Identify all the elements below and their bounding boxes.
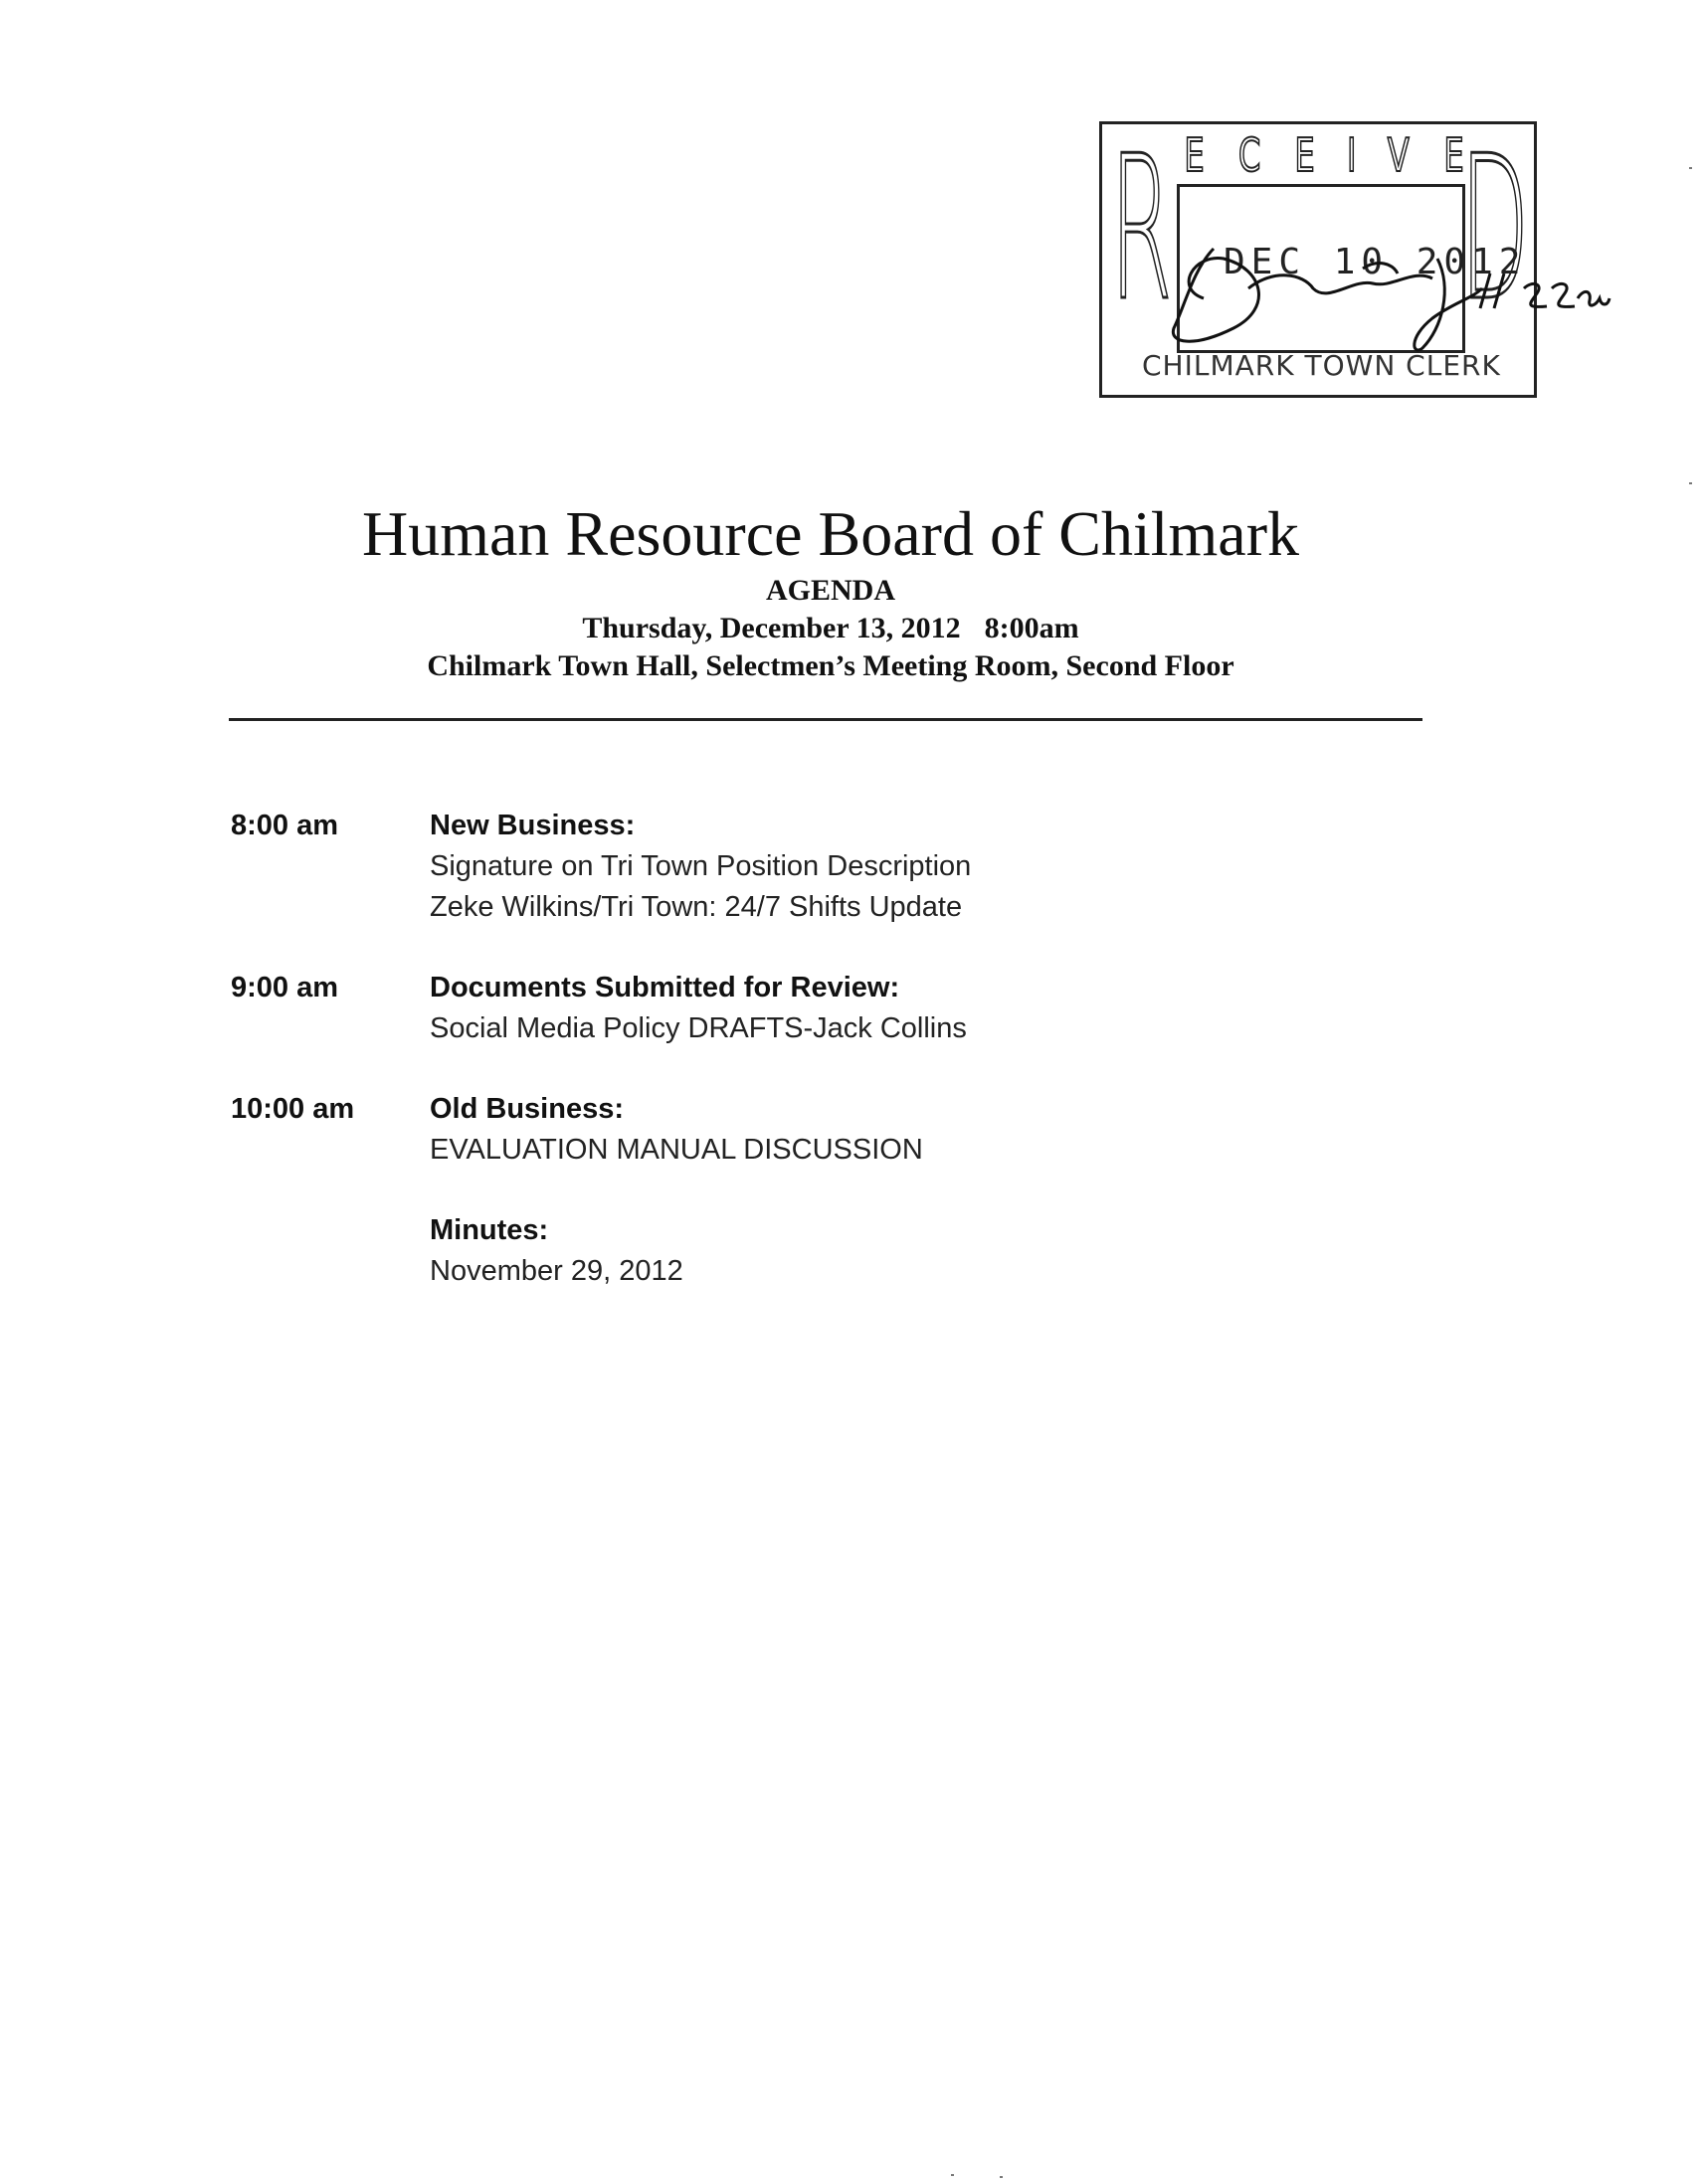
page-title: Human Resource Board of Chilmark — [362, 498, 1299, 569]
agenda-item-line: EVALUATION MANUAL DISCUSSION — [430, 1134, 923, 1166]
agenda-item-line: November 29, 2012 — [430, 1255, 683, 1287]
agenda-item-time: 10:00 am — [231, 1093, 355, 1125]
stamp-letter: E — [1443, 128, 1464, 182]
agenda-item-body — [430, 968, 1424, 1049]
stamp-date: DEC 10 2012 — [1224, 242, 1527, 282]
agenda-item-heading: Documents Submitted for Review: — [430, 972, 900, 1003]
agenda-item-time: 9:00 am — [231, 972, 339, 1003]
scan-speck — [1689, 482, 1692, 484]
stamp-letter-d: D — [1460, 113, 1530, 345]
header-divider — [229, 718, 1422, 721]
meeting-location: Chilmark Town Hall, Selectmen’s Meeting Room, Second Floor — [427, 649, 1234, 682]
agenda-item-heading: Old Business: — [430, 1093, 624, 1125]
handwritten-signature — [1154, 229, 1611, 358]
agenda-item-body — [430, 1210, 1424, 1292]
agenda-label: AGENDA — [765, 574, 895, 607]
stamp-letter-r: R — [1110, 113, 1173, 345]
stamp-middle-letters — [1180, 128, 1468, 182]
agenda-item-body — [430, 806, 1424, 928]
meeting-date-line — [0, 611, 1661, 646]
stamp-letter: E — [1184, 128, 1205, 182]
scan-speck — [1000, 2176, 1003, 2178]
stamp-letter: I — [1346, 128, 1357, 182]
stamp-clerk-label: CHILMARK TOWN CLERK — [1142, 349, 1501, 382]
agenda-item-time: 8:00 am — [231, 810, 339, 841]
agenda-item-heading: New Business: — [430, 810, 636, 841]
meeting-time: 8:00am — [984, 612, 1079, 644]
meeting-date: Thursday, December 13, 2012 — [582, 612, 961, 644]
scan-speck — [1689, 167, 1692, 169]
agenda-item-heading: Minutes: — [430, 1214, 549, 1246]
agenda-item-line: Social Media Policy DRAFTS-Jack Collins — [430, 1012, 967, 1044]
agenda-item-body — [430, 1089, 1424, 1171]
scan-speck — [951, 2174, 954, 2176]
stamp-letter: C — [1238, 128, 1261, 182]
stamp-letter: E — [1294, 128, 1316, 182]
agenda-item-line: Zeke Wilkins/Tri Town: 24/7 Shifts Update — [430, 891, 963, 923]
stamp-letter: V — [1388, 128, 1411, 182]
agenda-item-line: Signature on Tri Town Position Description — [430, 850, 972, 882]
